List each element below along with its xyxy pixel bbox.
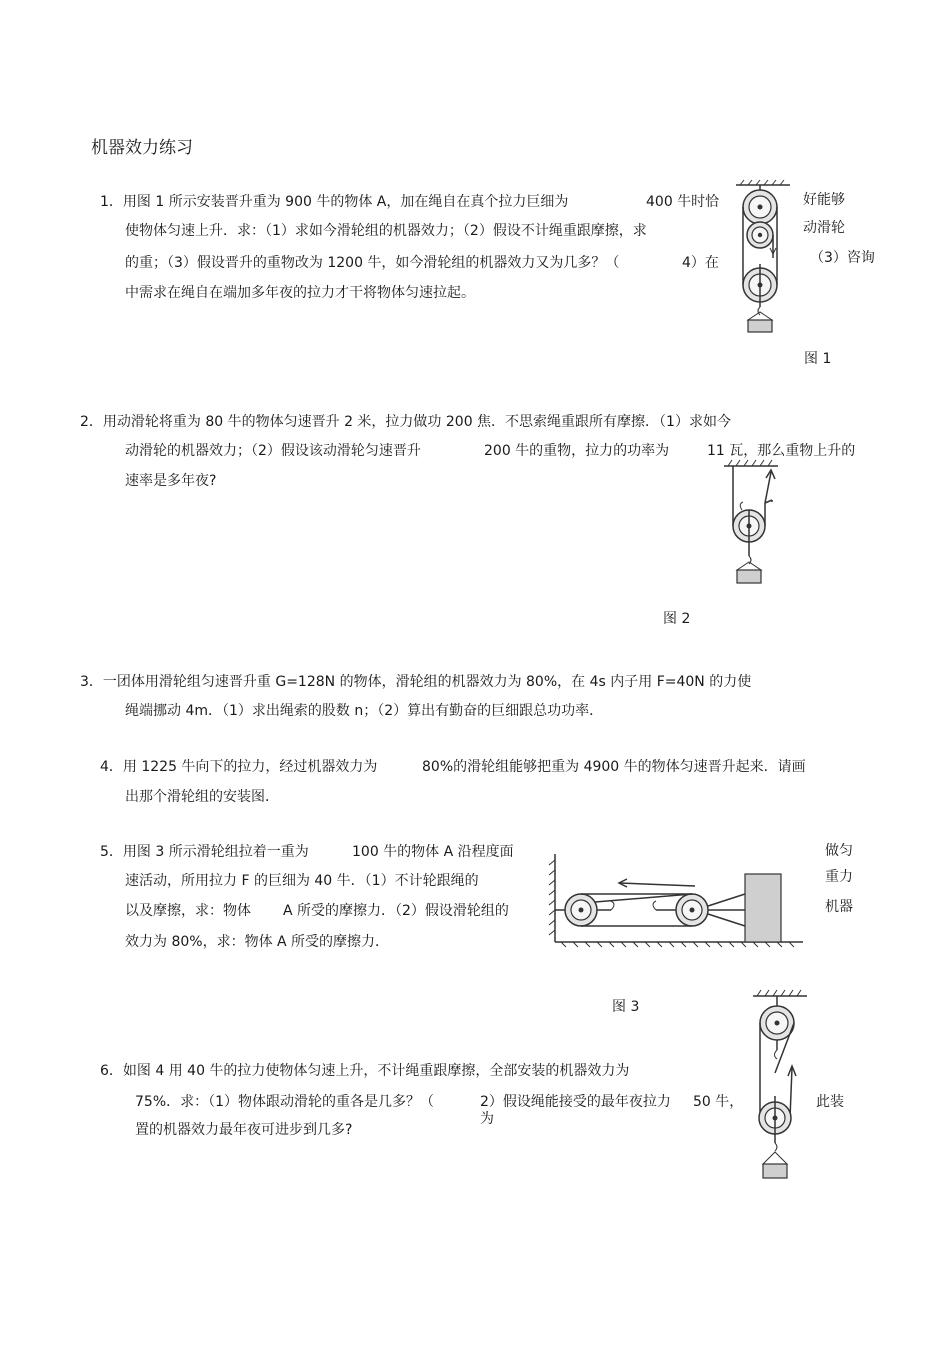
- q1-line3b: 4）在: [682, 255, 719, 271]
- q1-line1a: 1．用图 1 所示安装晋升重为 900 牛的物体 A，加在绳自在真个拉力巨细为: [100, 194, 569, 210]
- q5-side3: 机器: [825, 899, 853, 915]
- q5-line3a: 以及摩擦，求：物体: [125, 903, 251, 919]
- q4-line1a: 4．用 1225 牛向下的拉力，经过机器效力为: [100, 759, 378, 775]
- q6-line2b: 2）假设绳能接受的最年夜拉力: [480, 1094, 671, 1110]
- q2-line3: 速率是多年夜?: [125, 473, 217, 489]
- q6-line1: 6．如图 4 用 40 牛的拉力使物体匀速上升，不计绳重跟摩擦，全部安装的机器效力为: [100, 1063, 630, 1079]
- q5-line3b: A 所受的摩擦力．（2）假设滑轮组的: [283, 903, 509, 919]
- q1-line2: 使物体匀速上升．求：（1）求如今滑轮组的机器效力；（2）假设不计绳重跟摩擦，求: [125, 223, 647, 239]
- q1-line4: 中需求在绳自在端加多年夜的拉力才干将物体匀速拉起。: [125, 285, 475, 301]
- figure-2-pulley-diagram: [716, 458, 786, 588]
- q6-line2a: 75%．求：（1）物体跟动滑轮的重各是几多？（: [135, 1094, 435, 1110]
- page-title: 机器效力练习: [91, 138, 193, 158]
- figure-1-pulley-diagram: [728, 180, 798, 335]
- q3-line2: 绳端挪动 4m．（1）求出绳索的股数 n；（2）算出有勤奋的巨细跟总功功率．: [125, 703, 604, 719]
- q2-line2a: 动滑轮的机器效力；（2）假设该动滑轮匀速晋升: [125, 443, 421, 459]
- q3-line1: 3．一团体用滑轮组匀速晋升重 G=128N 的物体，滑轮组的机器效力为 80%，在 4s 内子用 F=40N 的力使: [80, 674, 752, 690]
- q2-line2c: 11 瓦，那么重物上升的: [707, 443, 856, 459]
- q5-side1: 做匀: [825, 843, 853, 859]
- q1-side2: 动滑轮: [803, 220, 845, 236]
- figure-2-label: 图 2: [663, 611, 691, 627]
- q2-line2b: 200 牛的重物，拉力的功率为: [484, 443, 670, 459]
- q4-line2: 出那个滑轮组的安装图．: [125, 789, 279, 805]
- figure-4-pulley-diagram: [745, 988, 815, 1183]
- q6-side1: 此装: [816, 1094, 844, 1110]
- q5-side2: 重力: [825, 869, 853, 885]
- q6-line3: 置的机器效力最年夜可进步到几多?: [135, 1122, 353, 1138]
- q6-line2d: 50 牛，: [693, 1094, 744, 1110]
- q1-line3a: 的重；（3）假设晋升的重物改为 1200 牛，如今滑轮组的机器效力又为几多？（: [125, 255, 620, 271]
- q5-line2: 速活动，所用拉力 F 的巨细为 40 牛．（1）不计轮跟绳的: [125, 873, 479, 889]
- q5-line4: 效力为 80%，求：物体 A 所受的摩擦力．: [125, 934, 390, 950]
- figure-1-label: 图 1: [804, 351, 832, 367]
- q1-side1: 好能够: [803, 192, 845, 208]
- q5-line1a: 5．用图 3 所示滑轮组拉着一重为: [100, 844, 309, 860]
- figure-3-pulley-diagram: [545, 850, 807, 950]
- q5-line1b: 100 牛的物体 A 沿程度面: [352, 844, 514, 860]
- q4-line1b: 80%的滑轮组能够把重为 4900 牛的物体匀速晋升起来．请画: [422, 759, 806, 775]
- q1-line1b: 400 牛时恰: [646, 194, 720, 210]
- q2-line1: 2．用动滑轮将重为 80 牛的物体匀速晋升 2 米，拉力做功 200 焦．不思索绳重跟所有摩擦．（1）求如今: [80, 414, 731, 430]
- figure-3-label: 图 3: [612, 999, 640, 1015]
- q6-line2c: 为: [480, 1111, 494, 1127]
- q1-side3: （3）咨询: [810, 250, 875, 266]
